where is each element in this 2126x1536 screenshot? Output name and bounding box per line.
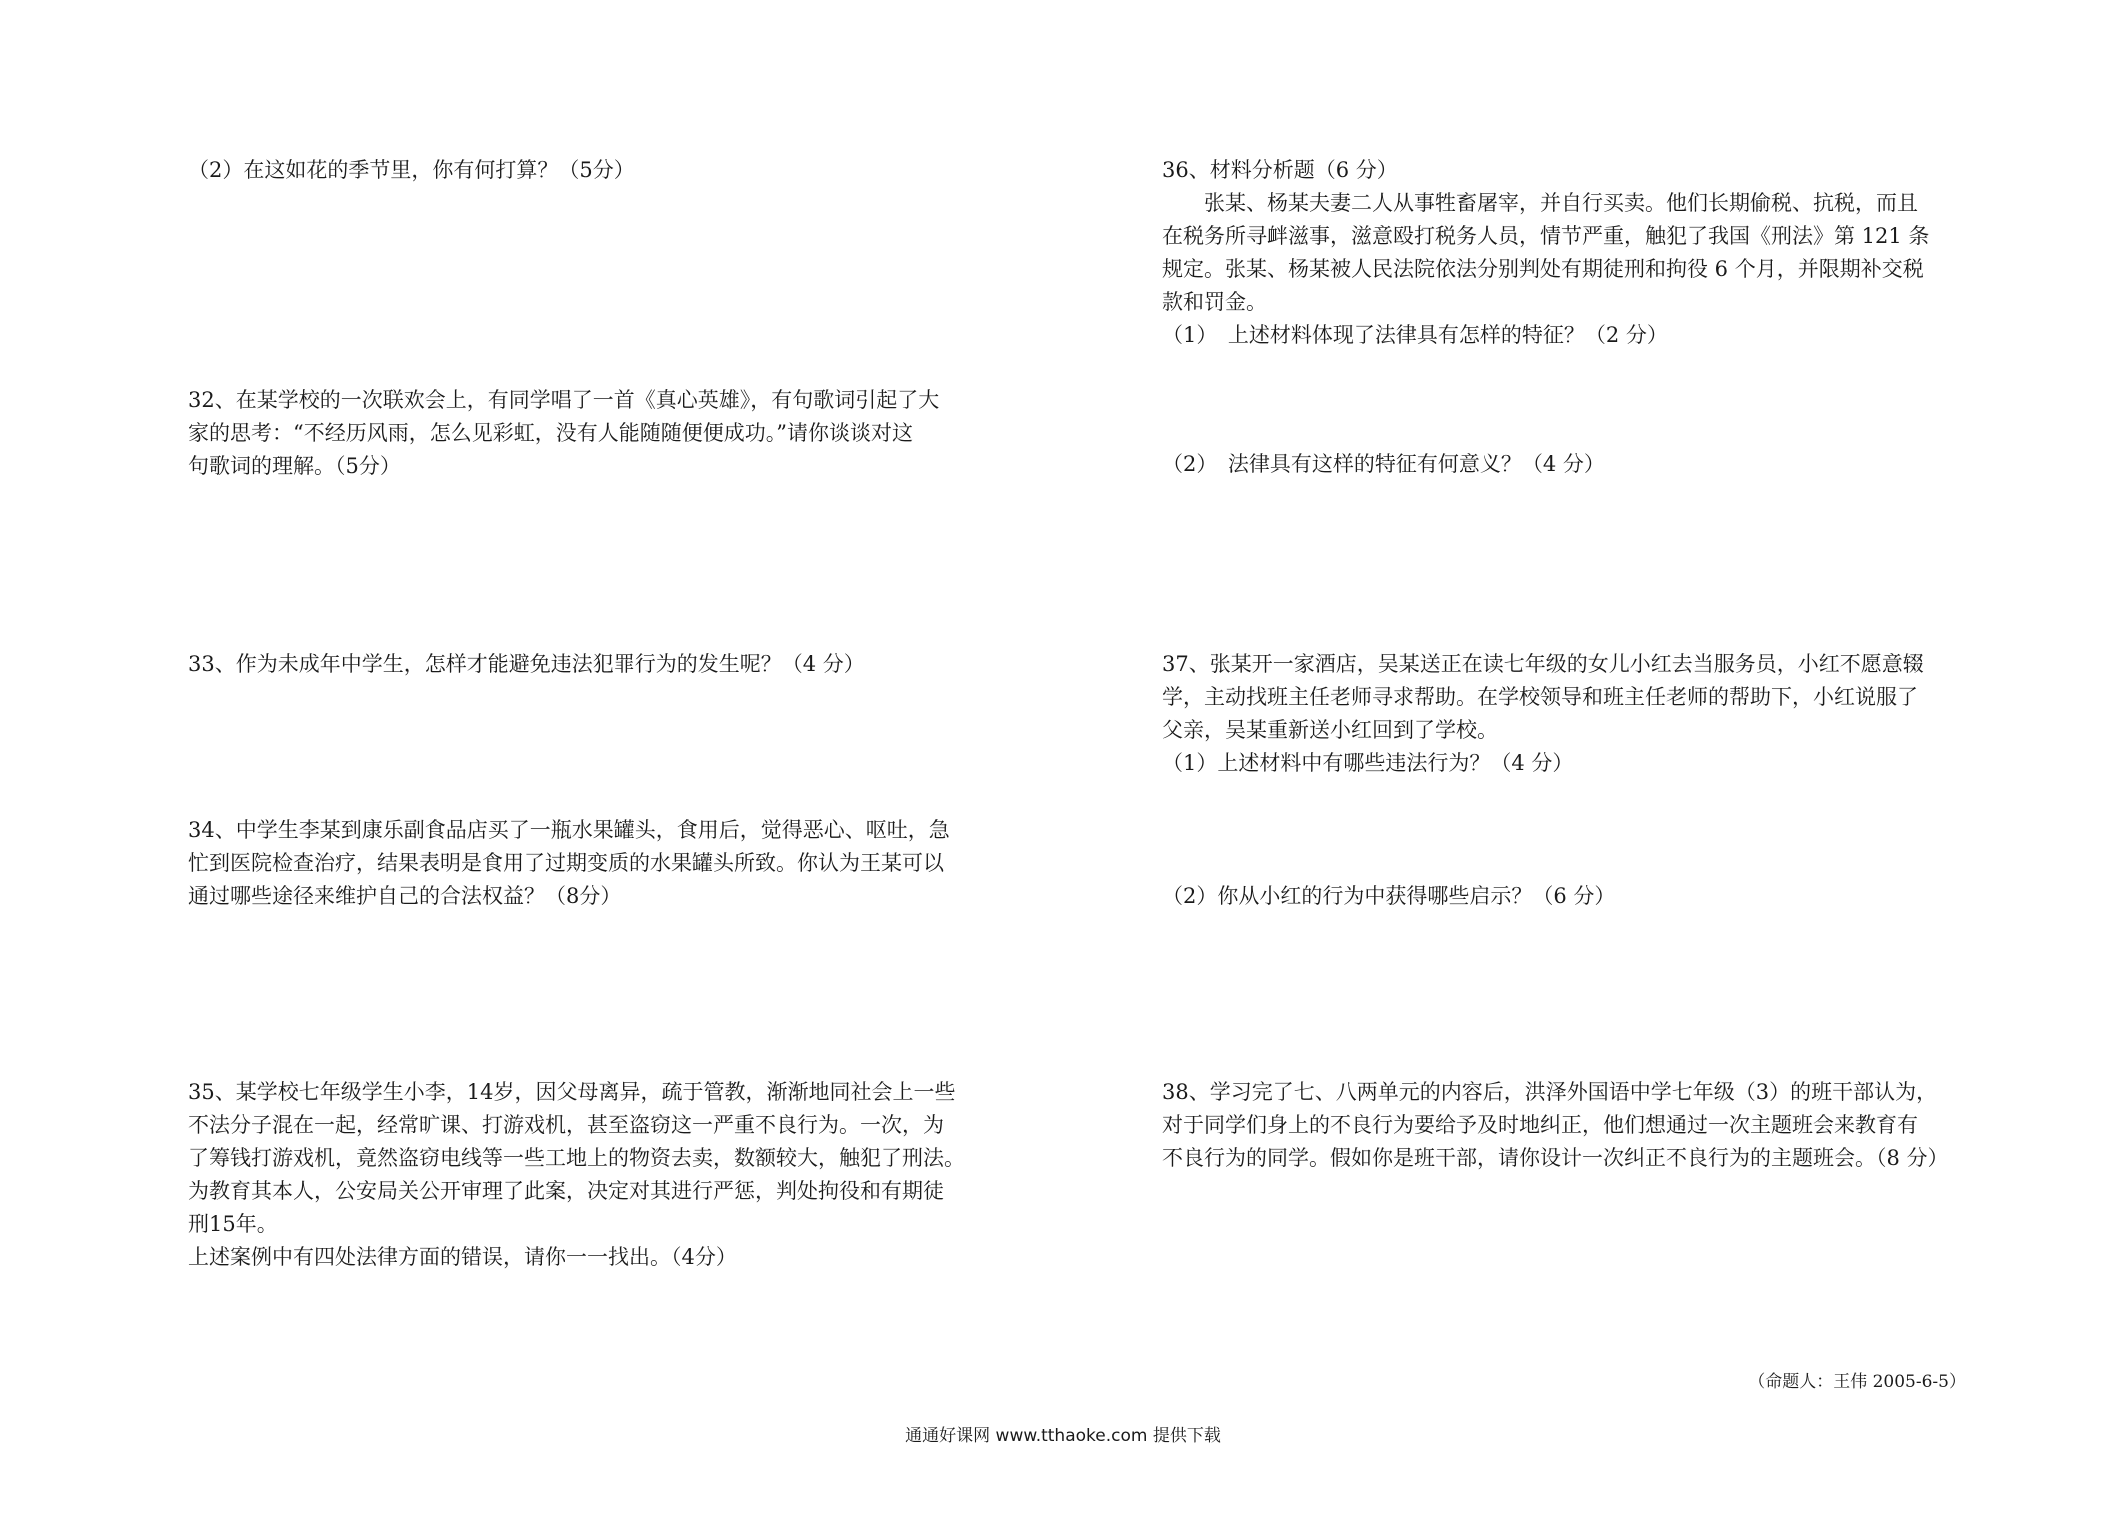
question-37-part-2 bbox=[1162, 880, 1970, 913]
question-34 bbox=[188, 814, 988, 913]
question-line: 37、张某开一家酒店，吴某送正在读七年级的女儿小红去当服务员，小红不愿意辍 bbox=[1162, 652, 1924, 676]
question-text: 33、作为未成年中学生，怎样才能避免违法犯罪行为的发生呢？（4 分） bbox=[188, 652, 865, 676]
material-line: 在税务所寻衅滋事，滋意殴打税务人员，情节严重，触犯了我国《刑法》第 121 条 bbox=[1162, 224, 1930, 248]
question-line: 32、在某学校的一次联欢会上，有同学唱了一首《真心英雄》，有句歌词引起了大 bbox=[188, 388, 940, 412]
sub-question: （1）上述材料中有哪些违法行为？（4 分） bbox=[1162, 751, 1574, 775]
question-line: 刑15年。 bbox=[188, 1212, 278, 1236]
question-line: 上述案例中有四处法律方面的错误，请你一一找出。（4分） bbox=[188, 1245, 737, 1269]
question-36-part-2 bbox=[1162, 448, 1970, 481]
question-38 bbox=[1162, 1076, 1970, 1175]
question-line: 不良行为的同学。假如你是班干部，请你设计一次纠正不良行为的主题班会。（8 分） bbox=[1162, 1146, 1949, 1170]
question-line: 父亲，吴某重新送小红回到了学校。 bbox=[1162, 718, 1498, 742]
question-32 bbox=[188, 384, 988, 483]
question-37 bbox=[1162, 648, 1970, 780]
sub-question: （1） 上述材料体现了法律具有怎样的特征？（2 分） bbox=[1162, 323, 1668, 347]
question-title: 36、材料分析题（6 分） bbox=[1162, 158, 1398, 182]
question-35 bbox=[188, 1076, 988, 1274]
question-line: 对于同学们身上的不良行为要给予及时地纠正，他们想通过一次主题班会来教育有 bbox=[1162, 1113, 1918, 1137]
question-36 bbox=[1162, 154, 1970, 352]
material-line: 张某、杨某夫妻二人从事牲畜屠宰，并自行买卖。他们长期偷税、抗税，而且 bbox=[1204, 191, 1918, 215]
question-line: 忙到医院检查治疗，结果表明是食用了过期变质的水果罐头所致。你认为王某可以 bbox=[188, 851, 944, 875]
sub-question: （2）你从小红的行为中获得哪些启示？（6 分） bbox=[1162, 884, 1616, 908]
question-line: 了筹钱打游戏机，竟然盗窃电线等一些工地上的物资去卖，数额较大，触犯了刑法。 bbox=[188, 1146, 965, 1170]
page-footer: 通通好课网 www.tthaoke.com 提供下载 bbox=[905, 1426, 1221, 1446]
question-line: 不法分子混在一起，经常旷课、打游戏机，甚至盗窃这一严重不良行为。一次，为 bbox=[188, 1113, 944, 1137]
question-text: （2）在这如花的季节里，你有何打算？（5分） bbox=[188, 158, 635, 182]
question-line: 34、中学生李某到康乐副食品店买了一瓶水果罐头，食用后，觉得恶心、呕吐，急 bbox=[188, 818, 950, 842]
question-line: 句歌词的理解。（5分） bbox=[188, 454, 401, 478]
material-line: 款和罚金。 bbox=[1162, 290, 1267, 314]
material-line: 规定。张某、杨某被人民法院依法分别判处有期徒刑和拘役 6 个月，并限期补交税 bbox=[1162, 257, 1924, 281]
sub-question: （2） 法律具有这样的特征有何意义？（4 分） bbox=[1162, 452, 1605, 476]
question-line: 35、某学校七年级学生小李，14岁，因父母离异，疏于管教，渐渐地同社会上一些 bbox=[188, 1080, 956, 1104]
question-line: 38、学习完了七、八两单元的内容后，洪泽外国语中学七年级（3）的班干部认为， bbox=[1162, 1080, 1938, 1104]
question-line: 为教育其本人，公安局关公开审理了此案，决定对其进行严惩，判处拘役和有期徒 bbox=[188, 1179, 944, 1203]
question-33 bbox=[188, 648, 988, 681]
question-line: 学，主动找班主任老师寻求帮助。在学校领导和班主任老师的帮助下，小红说服了 bbox=[1162, 685, 1918, 709]
question-line: 通过哪些途径来维护自己的合法权益？（8分） bbox=[188, 884, 622, 908]
question-31-part-2 bbox=[188, 154, 988, 187]
question-line: 家的思考：“不经历风雨，怎么见彩虹，没有人能随随便便成功。”请你谈谈对这 bbox=[188, 421, 913, 445]
author-credit: （命题人：王伟 2005-6-5） bbox=[1748, 1372, 1966, 1392]
